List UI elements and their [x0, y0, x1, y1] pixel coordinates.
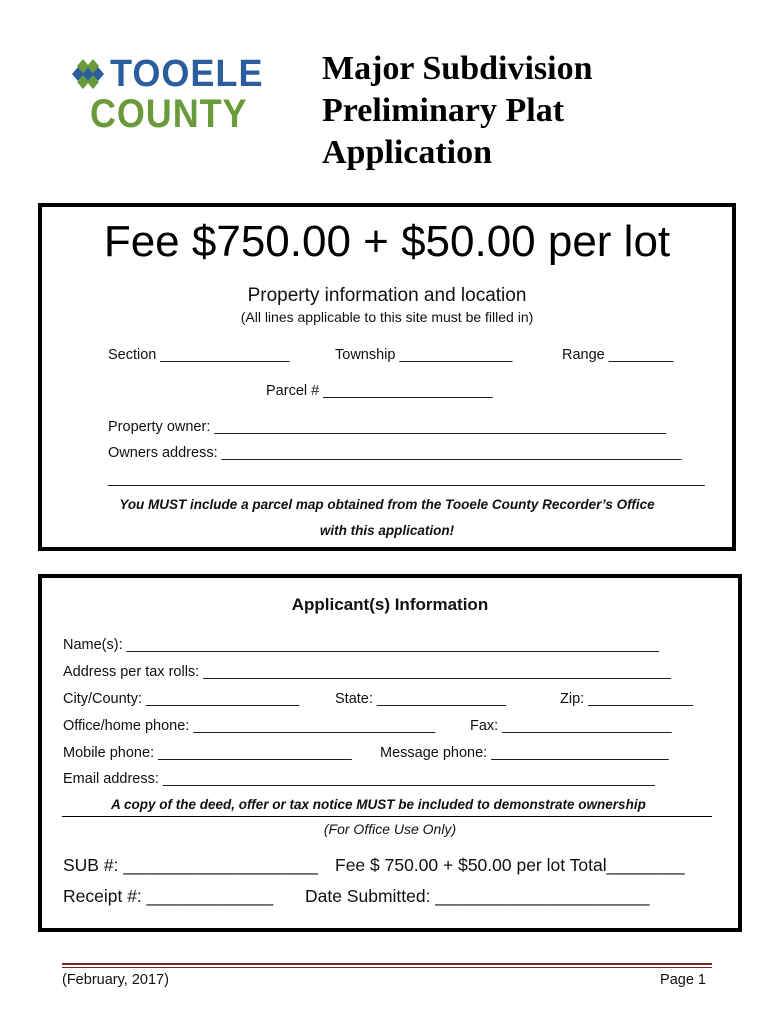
receipt-number-field[interactable]: Receipt #: _____________ [63, 886, 274, 906]
township-field[interactable]: Township ______________ [335, 347, 513, 363]
email-field[interactable]: Email address: _____________________________________________________________ [63, 771, 655, 787]
applicant-info-heading: Applicant(s) Information [291, 595, 489, 614]
property-info-heading: Property information and location [247, 285, 527, 306]
mobile-phone-field[interactable]: Mobile phone: ________________________ [63, 745, 352, 761]
sub-number-field[interactable]: SUB #: ____________________ [63, 855, 318, 875]
office-phone-field[interactable]: Office/home phone: ______________________________ [63, 718, 436, 734]
page-title [322, 48, 652, 174]
diamond-logo-icon [66, 58, 110, 90]
city-county-field[interactable]: City/County: ___________________ [63, 691, 300, 707]
owners-address-line-2[interactable]: __________________________________________________________________________ [108, 471, 705, 487]
logo-text-tooele: TOOELE [110, 53, 264, 95]
state-field[interactable]: State: ________________ [335, 691, 506, 707]
logo-text-county: COUNTY [90, 92, 248, 136]
page-number: Page 1 [660, 972, 706, 988]
property-info-note: (All lines applicable to this site must be filled in) [240, 309, 534, 325]
office-use-label: (For Office Use Only) [323, 821, 457, 837]
fee-heading: Fee $750.00 + $50.00 per lot [103, 217, 671, 266]
date-submitted-field[interactable]: Date Submitted: ______________________ [305, 886, 650, 906]
footer-rule [62, 963, 712, 965]
zip-field[interactable]: Zip: _____________ [560, 691, 694, 707]
property-owner-field[interactable]: Property owner: ________________________________________________________ [108, 419, 666, 435]
range-field[interactable]: Range ________ [562, 347, 674, 363]
tax-roll-address-field[interactable]: Address per tax rolls: __________________________________________________________ [63, 664, 671, 680]
title-line-3: Application [322, 134, 493, 171]
fax-field[interactable]: Fax: _____________________ [470, 718, 672, 734]
names-field[interactable]: Name(s): __________________________________________________________________ [63, 637, 659, 653]
title-line-1: Major Subdivision [322, 50, 593, 87]
fee-total-field[interactable]: Fee $ 750.00 + $50.00 per lot Total________ [335, 855, 685, 875]
message-phone-field[interactable]: Message phone: ______________________ [380, 745, 669, 761]
tooele-county-logo [66, 52, 276, 136]
title-line-2: Preliminary Plat [322, 92, 565, 129]
parcel-map-warning-line-1: You MUST include a parcel map obtained from the Tooele County Recorder’s Office [119, 497, 655, 512]
deed-notice: A copy of the deed, offer or tax notice MUST be included to demonstrate ownership [111, 797, 646, 812]
section-field[interactable]: Section ________________ [108, 347, 290, 363]
footer-rule-thin [62, 967, 712, 968]
office-use-divider [62, 816, 712, 817]
owners-address-field[interactable]: Owners address: _________________________________________________________ [108, 445, 682, 461]
parcel-field[interactable]: Parcel # _____________________ [266, 383, 493, 399]
footer-date: (February, 2017) [62, 972, 169, 988]
parcel-map-warning-line-2: with this application! [319, 523, 455, 538]
